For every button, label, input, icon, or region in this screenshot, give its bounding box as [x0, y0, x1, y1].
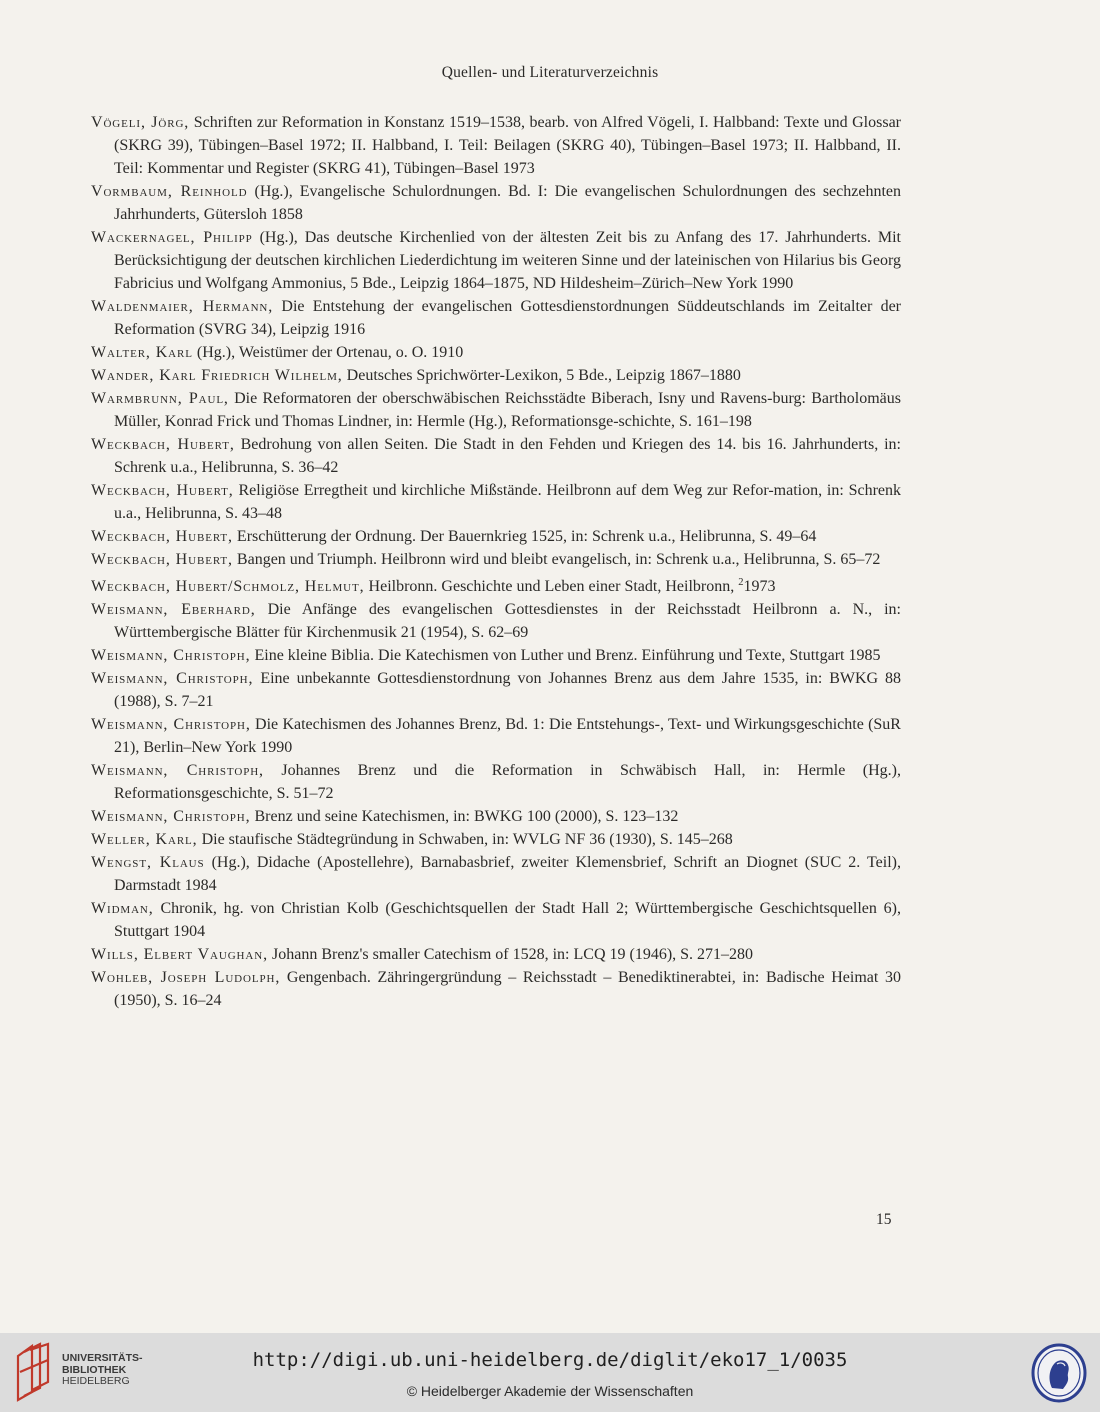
entry-text: Schriften zur Reformation in Konstanz 1519–1538, bearb. von Alfred Vögeli, I. Halbband: Texte und Glossar (SKRG 39), Tübingen–Basel 1972; II. Halbband, I. Teil: Beilagen (SKRG 40), Tübingen–Basel 1973; II. Halbband, II. Teil: Kommentar und Register (SKRG 41), Tübingen–Basel 1973: [114, 114, 902, 177]
entry-author: Weckbach, Hubert/Schmolz, Helmut,: [91, 578, 365, 595]
entry-author: Weller, Karl,: [91, 831, 198, 848]
entry-text: Die Anfänge des evangelischen Gottesdienstes in der Reichsstadt Heilbronn a. N., in: Württembergische Blätter für Kirchenmusik 21 (1954), S. 62–69: [114, 601, 902, 641]
permalink-url[interactable]: http://digi.ub.uni-heidelberg.de/diglit/eko17_1/0035: [252, 1349, 848, 1371]
entry-text: Johann Brenz's smaller Catechism of 1528, in: LCQ 19 (1946), S. 271–280: [268, 946, 754, 963]
entry-text: Chronik, hg. von Christian Kolb (Geschichtsquellen der Stadt Hall 2; Württembergische Geschichtsquellen 6), Stuttgart 1904: [114, 900, 901, 940]
library-line-3: HEIDELBERG: [62, 1375, 130, 1387]
library-line-1: UNIVERSITÄTS-: [62, 1352, 143, 1364]
bibliography-entry: [91, 548, 901, 571]
entry-author: Wackernagel, Philipp: [91, 229, 253, 246]
bibliography-entry: [91, 295, 901, 341]
entry-author: Walter, Karl: [91, 344, 193, 361]
entry-text: Deutsches Sprichwörter-Lexikon, 5 Bde., Leipzig 1867–1880: [342, 367, 741, 384]
entry-text: (Hg.), Evangelische Schulordnungen. Bd. I: Die evangelischen Schulordnungen des sechzehnten Jahrhunderts, Gütersloh 1858: [114, 183, 901, 223]
bibliography-entry: [91, 525, 901, 548]
entry-author: Weismann, Christoph,: [91, 762, 264, 779]
bibliography-entry: [91, 598, 901, 644]
entry-text: Eine kleine Biblia. Die Katechismen von Luther und Brenz. Einführung und Texte, Stuttgart 1985: [250, 647, 881, 664]
entry-author: Weismann, Christoph,: [91, 647, 251, 664]
entry-author: Weckbach, Hubert,: [91, 528, 233, 545]
entry-author: Vögeli, Jörg,: [91, 114, 190, 131]
entry-text: Johannes Brenz und die Reformation in Schwäbisch Hall, in: Hermle (Hg.), Reformationsgeschichte, S. 51–72: [114, 762, 901, 802]
entry-author: Wills, Elbert Vaughan,: [91, 946, 268, 963]
entry-text: Gengenbach. Zähringergründung – Reichsstadt – Benediktinerabtei, in: Badische Heimat 30 (1950), S. 16–24: [114, 969, 901, 1009]
copyright-notice: © Heidelberger Akademie der Wissenschaften: [406, 1383, 694, 1399]
bibliography-entry: [91, 111, 901, 180]
bibliography-entry: [91, 226, 901, 295]
bibliography-entry: [91, 479, 901, 525]
running-head: Quellen- und Literaturverzeichnis: [441, 64, 659, 81]
entry-text: Brenz und seine Katechismen, in: BWKG 100 (2000), S. 123–132: [250, 808, 679, 825]
entry-text: Eine unbekannte Gottesdienstordnung von Johannes Brenz aus dem Jahre 1535, in: BWKG 88 (1988), S. 7–21: [114, 670, 902, 710]
entry-author: Wohleb, Joseph Ludolph,: [91, 969, 281, 986]
bibliography-entry: [91, 851, 901, 897]
entry-text: (Hg.), Weistümer der Ortenau, o. O. 1910: [192, 344, 464, 361]
entry-text: Bedrohung von allen Seiten. Die Stadt in den Fehden und Kriegen des 14. bis 16. Jahrhunderts, in: Schrenk u.a., Helibrunna, S. 36–42: [114, 436, 901, 476]
bibliography-entry: [91, 897, 901, 943]
bibliography-entry: [91, 759, 901, 805]
entry-text: (Hg.), Das deutsche Kirchenlied von der ältesten Zeit bis zu Anfang des 17. Jahrhunderts. Mit Berücksichtigung der deutschen kirchlichen Liederdichtung im weiteren Sinne und der lateinischen von Hilarius bis Georg Fabricius und Wolfgang Ammonius, 5 Bde., Leipzig 1864–1875, ND Hildesheim–Zürich–New York 1990: [114, 229, 902, 292]
entry-author: Warmbrunn, Paul,: [91, 390, 229, 407]
bibliography-entry: [91, 433, 901, 479]
bibliography-entry: [91, 943, 901, 966]
bibliography-entry: [91, 713, 901, 759]
entry-text: Die Reformatoren der oberschwäbischen Reichsstädte Biberach, Isny und Ravens-burg: Bartholomäus Müller, Konrad Frick und Thomas Lindner, in: Hermle (Hg.), Reformationsge-schichte, S. 161–198: [114, 390, 901, 430]
bibliography-entry: [91, 805, 901, 828]
entry-text-tail: 1973: [743, 578, 776, 595]
footer-bar: [0, 1333, 1100, 1412]
entry-author: Weckbach, Hubert,: [91, 436, 235, 453]
entry-text: (Hg.), Didache (Apostellehre), Barnabasbrief, zweiter Klemensbrief, Schrift an Diognet (SUC 2. Teil), Darmstadt 1984: [114, 854, 901, 894]
edition-superscript: 2: [738, 577, 744, 588]
entry-text: Die staufische Städtegründung in Schwaben, in: WVLG NF 36 (1930), S. 145–268: [197, 831, 733, 848]
entry-author: Wander, Karl Friedrich Wilhelm,: [91, 367, 343, 384]
library-line-2: BIBLIOTHEK: [62, 1363, 127, 1376]
entry-author: Weckbach, Hubert,: [91, 482, 234, 499]
bibliography-entry: [91, 387, 901, 433]
academy-seal-icon: [1030, 1342, 1088, 1404]
entry-text: Heilbronn. Geschichte und Leben einer Stadt, Heilbronn,: [364, 578, 739, 595]
entry-author: Weismann, Christoph,: [91, 808, 251, 825]
bibliography-entry: [91, 828, 901, 851]
bibliography-entry: [91, 364, 901, 387]
entry-author: Weismann, Christoph,: [91, 670, 254, 687]
entry-text: Die Entstehung der evangelischen Gottesdienstordnungen Süddeutschlands im Zeitalter der Reformation (SVRG 34), Leipzig 1916: [114, 298, 901, 338]
bibliography-entry: [91, 966, 901, 1012]
entry-author: Weismann, Christoph,: [91, 716, 251, 733]
bibliography-entry: [91, 571, 901, 598]
bibliography-entry: [91, 180, 901, 226]
entry-text: Bangen und Triumph. Heilbronn wird und bleibt evangelisch, in: Schrenk u.a., Helibrunna, S. 65–72: [232, 551, 881, 568]
bibliography-list: [91, 111, 901, 1012]
entry-author: Waldenmaier, Hermann,: [91, 298, 274, 315]
bibliography-entry: [91, 644, 901, 667]
entry-text: Die Katechismen des Johannes Brenz, Bd. 1: Die Entstehungs-, Text- und Wirkungsgeschichte (SuR 21), Berlin–New York 1990: [114, 716, 901, 756]
entry-text: Erschütterung der Ordnung. Der Bauernkrieg 1525, in: Schrenk u.a., Helibrunna, S. 49–64: [232, 528, 817, 545]
entry-author: Widman,: [91, 900, 154, 917]
entry-author: Weismann, Eberhard,: [91, 601, 256, 618]
entry-author: Wengst, Klaus: [91, 854, 205, 871]
entry-author: Weckbach, Hubert,: [91, 551, 233, 568]
page-number: 15: [876, 1211, 892, 1228]
entry-author: Vormbaum, Reinhold: [91, 183, 248, 200]
bibliography-entry: [91, 341, 901, 364]
bibliography-entry: [91, 667, 901, 713]
entry-text: Religiöse Erregtheit und kirchliche Mißstände. Heilbronn auf dem Weg zur Refor-mation, in: Schrenk u.a., Helibrunna, S. 43–48: [114, 482, 901, 522]
